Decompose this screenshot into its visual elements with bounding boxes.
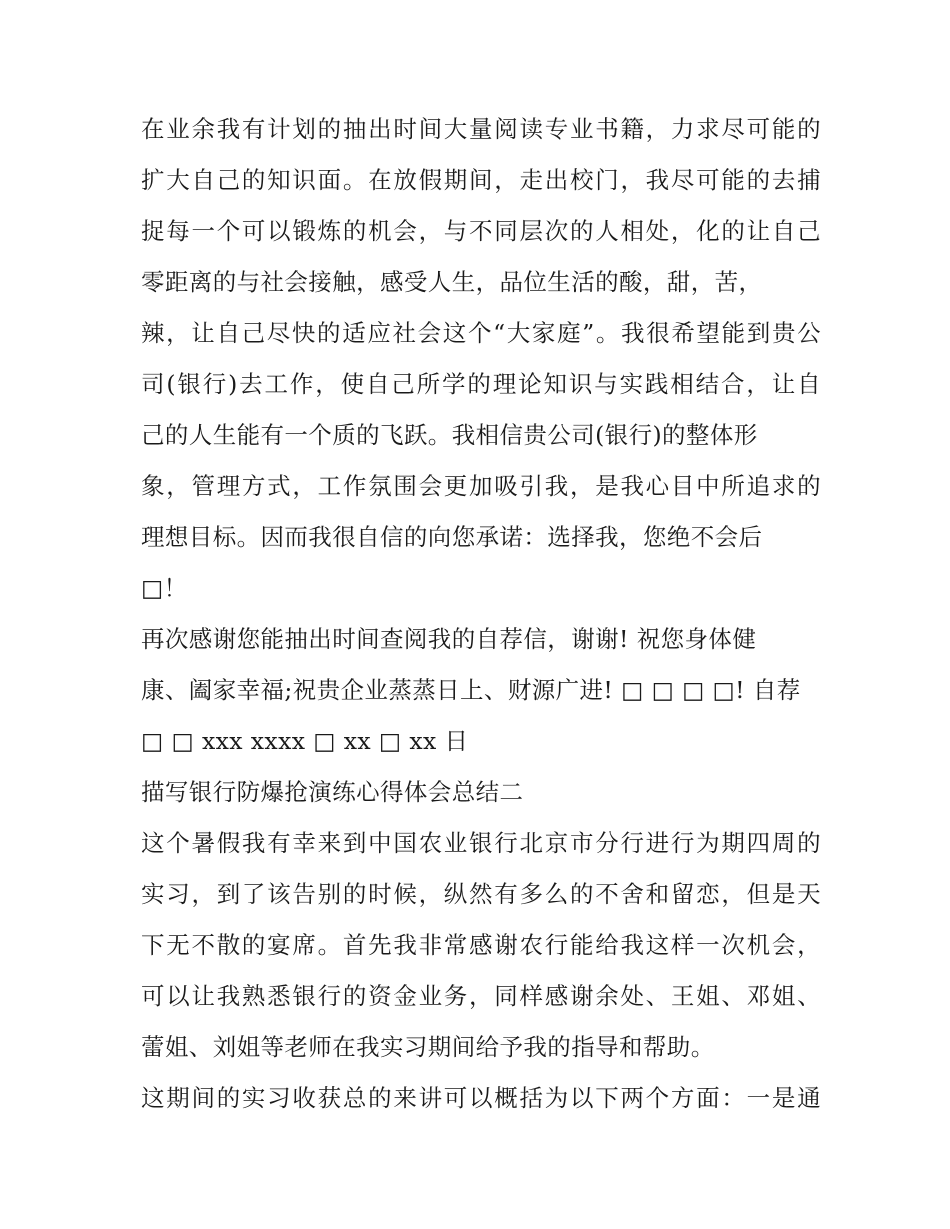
text-line: 可以让我熟悉银行的资金业务，同样感谢余处、王姐、邓姐、 <box>141 982 821 1010</box>
text-line: 辣，让自己尽快的适应社会这个“大家庭”。我很希望能到贵公 <box>141 319 821 347</box>
text-line: 扩大自己的知识面。在放假期间，走出校门，我尽可能的去捕 <box>141 166 821 194</box>
text-line: 康、阖家幸福;祝贵企业蒸蒸日上、财源广进! □ □ □ □! 自荐 <box>141 676 801 704</box>
section-heading: 描写银行防爆抢演练心得体会总结二 <box>141 778 524 806</box>
text-line: 这个暑假我有幸来到中国农业银行北京市分行进行为期四周的 <box>141 829 821 857</box>
text-line: □！ <box>141 574 188 602</box>
text-line: 这期间的实习收获总的来讲可以概括为以下两个方面：一是通 <box>141 1084 821 1112</box>
text-line: 实习，到了该告别的时候，纵然有多么的不舍和留恋，但是天 <box>141 880 821 908</box>
text-line: 零距离的与社会接触，感受人生，品位生活的酸，甜，苦， <box>141 268 763 296</box>
text-line: 再次感谢您能抽出时间查阅我的自荐信，谢谢! 祝您身体健 <box>141 625 757 653</box>
text-line: 己的人生能有一个质的飞跃。我相信贵公司(银行)的整体形 <box>141 421 758 449</box>
text-line: □ □ xxx xxxx □ xx □ xx 日 <box>141 727 469 755</box>
text-line: 象，管理方式，工作氛围会更加吸引我，是我心目中所追求的 <box>141 472 821 500</box>
text-line: 蕾姐、刘姐等老师在我实习期间给予我的指导和帮助。 <box>141 1033 715 1061</box>
text-line: 司(银行)去工作，使自己所学的理论知识与实践相结合，让自 <box>141 370 821 398</box>
text-line: 理想目标。因而我很自信的向您承诺：选择我，您绝不会后 <box>141 523 763 551</box>
text-line: 捉每一个可以锻炼的机会，与不同层次的人相处，化的让自己 <box>141 217 821 245</box>
text-line: 下无不散的宴席。首先我非常感谢农行能给我这样一次机会， <box>141 931 821 959</box>
text-line: 在业余我有计划的抽出时间大量阅读专业书籍，力求尽可能的 <box>141 115 821 143</box>
